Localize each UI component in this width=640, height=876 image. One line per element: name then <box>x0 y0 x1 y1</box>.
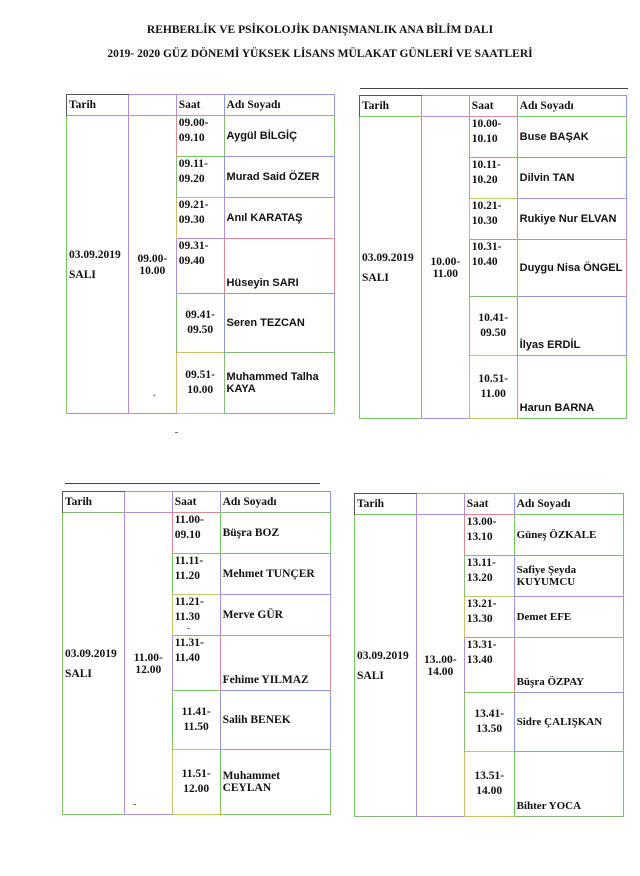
column-date-header: Tarih <box>355 494 417 515</box>
interview-day: SALI <box>362 271 389 284</box>
slot-time: 11.31- 11.40 <box>172 636 220 691</box>
time-range-end: 11.00 <box>432 267 458 280</box>
slot-time: 13.21- 13.30 <box>464 597 514 638</box>
candidate-name: Merve GÜR <box>220 595 330 636</box>
interview-date: 03.09.2019 <box>357 649 409 662</box>
slot-time: 09.41- 09.50 <box>176 294 224 353</box>
candidate-name: Muhammed Talha KAYA <box>224 353 334 414</box>
slot-time: 09.31- 09.40 <box>176 239 224 294</box>
slot-time: 11.51- 12.00 <box>172 750 220 815</box>
candidate-name: Bihter YOCA <box>514 752 623 817</box>
time-range-cell <box>416 515 464 817</box>
column-time-header: Saat <box>469 96 517 117</box>
scan-mark <box>175 432 178 433</box>
slot-time: 09.00- 09.10 <box>176 116 224 157</box>
slot-time: 10.00- 10.10 <box>469 117 517 158</box>
column-time-header: Saat <box>172 492 220 513</box>
candidate-name: Seren TEZCAN <box>224 294 334 353</box>
schedule-title: 2019- 2020 GÜZ DÖNEMİ YÜKSEK LİSANS MÜLAKAT GÜNLERİ VE SAATLERİ <box>107 48 533 60</box>
candidate-name: İlyas ERDİL <box>517 297 626 356</box>
column-date-header: Tarih <box>67 95 129 116</box>
date-cell <box>63 513 125 815</box>
candidate-name: Demet EFE <box>514 597 623 638</box>
slot-time: 09.51- 10.00 <box>176 353 224 414</box>
schedule-table-3 <box>62 491 331 815</box>
candidate-name: Murad Said ÖZER <box>224 157 334 198</box>
interview-date: 03.09.2019 <box>362 251 414 264</box>
slot-time: 10.21- 10.30 <box>469 199 517 240</box>
candidate-name: Muhammet CEYLAN <box>220 750 330 815</box>
candidate-name: Sidre ÇALIŞKAN <box>514 693 623 752</box>
slot-time: 10.11- 10.20 <box>469 158 517 199</box>
slot-time: 11.41- 11.50 <box>172 691 220 750</box>
department-title: REHBERLİK VE PSİKOLOJİK DANIŞMANLIK ANA BİLİM DALI <box>146 24 494 36</box>
slot-time: 11.00- 09.10 <box>172 513 220 554</box>
column-date-header: Tarih <box>63 492 125 513</box>
candidate-name: Anıl KARATAŞ <box>224 198 334 239</box>
interview-day: SALI <box>65 667 92 680</box>
column-name-header: Adı Soyadı <box>220 492 330 513</box>
interview-day: SALI <box>69 268 96 281</box>
decorative-rule <box>360 88 628 89</box>
slot-time: 13.00- 13.10 <box>464 515 514 556</box>
column-name-header: Adı Soyadı <box>224 95 334 116</box>
candidate-name: Salih BENEK <box>220 691 330 750</box>
time-range-end: 14.00 <box>427 665 454 678</box>
slot-time: 10.31- 10.40 <box>469 240 517 297</box>
candidate-name: Duygu Nisa ÖNGEL <box>517 240 626 297</box>
candidate-name: Dilvin TAN <box>517 158 626 199</box>
time-range-cell <box>128 116 176 414</box>
candidate-name: Büşra BOZ <box>220 513 330 554</box>
slot-time: 13.11- 13.20 <box>464 556 514 597</box>
slot-time: 13.51- 14.00 <box>464 752 514 817</box>
time-range-start: 13..00- <box>424 653 457 666</box>
schedule-table-2 <box>359 95 627 419</box>
time-range-start: 10.00- <box>430 255 461 268</box>
column-time-header: Saat <box>176 95 224 116</box>
interview-date: 03.09.2019 <box>69 248 121 261</box>
slot-time: 13.41- 13.50 <box>464 693 514 752</box>
decorative-rule <box>65 483 320 484</box>
candidate-name: Mehmet TUNÇER <box>220 554 330 595</box>
candidate-name: Büşra ÖZPAY <box>514 638 623 693</box>
candidate-name: Hüseyin SARI <box>224 239 334 294</box>
candidate-name: Fehime YILMAZ <box>220 636 330 691</box>
date-cell <box>67 116 129 414</box>
candidate-name: Harun BARNA <box>517 356 626 419</box>
schedule-table-4 <box>354 493 624 817</box>
candidate-name: Safiye Şeyda KUYUMCU <box>514 556 623 597</box>
column-name-header: Adı Soyadı <box>517 96 626 117</box>
date-cell <box>360 117 422 419</box>
candidate-name: Aygül BİLGİÇ <box>224 116 334 157</box>
column-time-header: Saat <box>464 494 514 515</box>
slot-time: 09.21- 09.30 <box>176 198 224 239</box>
time-range-end: 10.00 <box>139 264 166 277</box>
candidate-name: Rukiye Nur ELVAN <box>517 199 626 240</box>
column-name-header: Adı Soyadı <box>514 494 623 515</box>
interview-date: 03.09.2019 <box>65 647 117 660</box>
time-range-cell <box>124 513 172 815</box>
slot-time: 13.31- 13.40 <box>464 638 514 693</box>
time-range-start: 09.00- <box>137 252 168 265</box>
slot-time: 10.41- 09.50 <box>469 297 517 356</box>
candidate-name: Buse BAŞAK <box>517 117 626 158</box>
candidate-name: Güneş ÖZKALE <box>514 515 623 556</box>
time-range-end: 12.00 <box>135 663 162 676</box>
slot-time: 11.21- 11.30 <box>172 595 220 636</box>
slot-time: 09.11- 09.20 <box>176 157 224 198</box>
slot-time: 11.11- 11.20 <box>172 554 220 595</box>
interview-day: SALI <box>357 669 384 682</box>
date-cell <box>355 515 417 817</box>
slot-time: 10.51- 11.00 <box>469 356 517 419</box>
column-date-header: Tarih <box>360 96 422 117</box>
time-range-cell <box>421 117 469 419</box>
time-range-start: 11.00- <box>133 651 163 664</box>
schedule-table-1 <box>66 94 335 414</box>
